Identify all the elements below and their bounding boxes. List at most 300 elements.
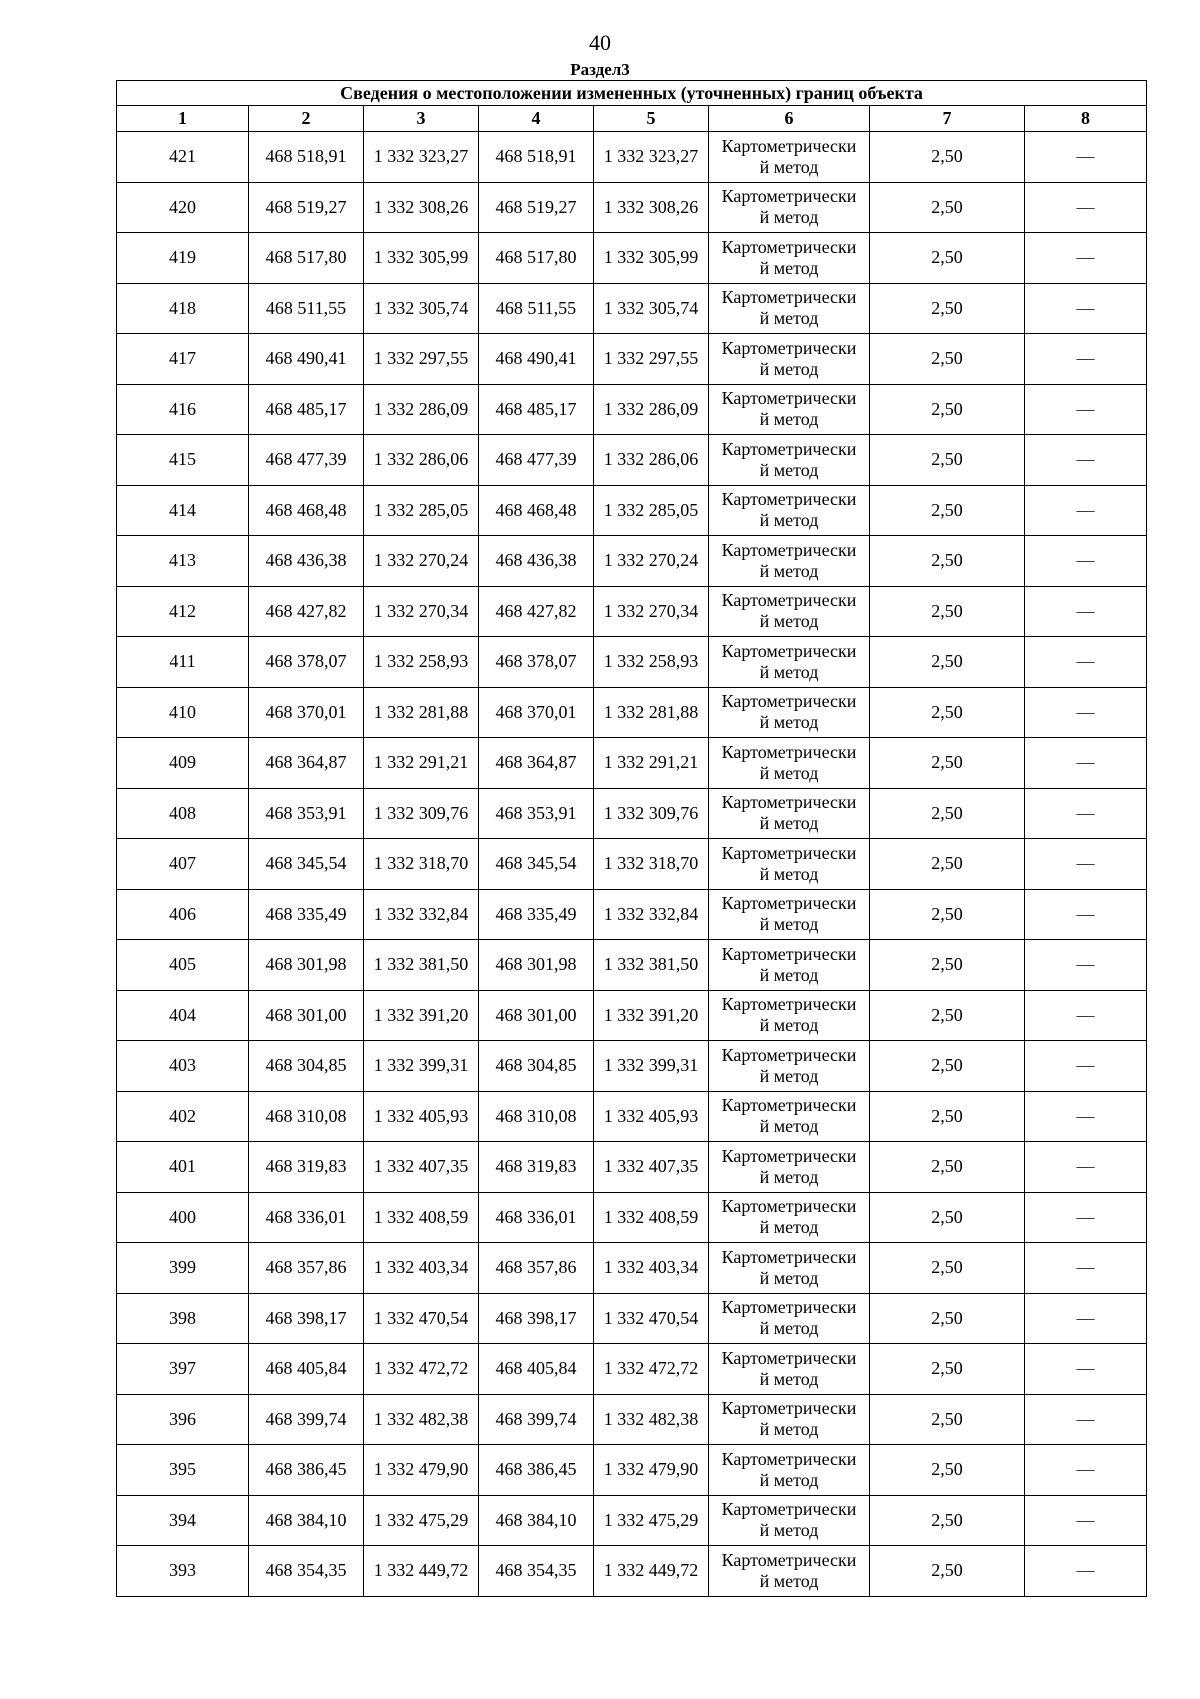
method-cell bbox=[709, 940, 870, 991]
y-new-cell: 1 332 482,38 bbox=[594, 1394, 709, 1445]
note-cell: — bbox=[1025, 637, 1147, 688]
x-old-cell: 468 490,41 bbox=[249, 334, 364, 385]
point-number-cell: 414 bbox=[117, 485, 249, 536]
point-number-cell: 421 bbox=[117, 132, 249, 183]
note-cell: — bbox=[1025, 788, 1147, 839]
x-old-cell: 468 517,80 bbox=[249, 233, 364, 284]
x-new-cell: 468 345,54 bbox=[479, 839, 594, 890]
precision-cell: 2,50 bbox=[870, 233, 1025, 284]
x-old-cell: 468 436,38 bbox=[249, 536, 364, 587]
point-number-cell: 408 bbox=[117, 788, 249, 839]
x-old-cell: 468 378,07 bbox=[249, 637, 364, 688]
y-new-cell: 1 332 472,72 bbox=[594, 1344, 709, 1395]
y-new-cell: 1 332 470,54 bbox=[594, 1293, 709, 1344]
method-line-1: Картометрически bbox=[721, 1246, 857, 1267]
method-line-2: й метод bbox=[759, 914, 819, 935]
method-line-2: й метод bbox=[759, 308, 819, 329]
x-old-cell: 468 310,08 bbox=[249, 1091, 364, 1142]
point-number-cell: 400 bbox=[117, 1192, 249, 1243]
point-number-cell: 405 bbox=[117, 940, 249, 991]
method-cell bbox=[709, 485, 870, 536]
precision-cell: 2,50 bbox=[870, 1243, 1025, 1294]
point-number-cell: 417 bbox=[117, 334, 249, 385]
note-cell: — bbox=[1025, 940, 1147, 991]
column-header: 6 bbox=[709, 106, 870, 132]
precision-cell: 2,50 bbox=[870, 1091, 1025, 1142]
precision-cell: 2,50 bbox=[870, 1142, 1025, 1193]
x-old-cell: 468 301,98 bbox=[249, 940, 364, 991]
method-line-1: Картометрически bbox=[721, 236, 857, 257]
y-old-cell: 1 332 408,59 bbox=[364, 1192, 479, 1243]
point-number-cell: 404 bbox=[117, 990, 249, 1041]
y-old-cell: 1 332 286,06 bbox=[364, 435, 479, 486]
y-new-cell: 1 332 407,35 bbox=[594, 1142, 709, 1193]
precision-cell: 2,50 bbox=[870, 384, 1025, 435]
y-old-cell: 1 332 270,24 bbox=[364, 536, 479, 587]
x-old-cell: 468 335,49 bbox=[249, 889, 364, 940]
precision-cell: 2,50 bbox=[870, 889, 1025, 940]
table-row bbox=[117, 1243, 1147, 1294]
x-new-cell: 468 336,01 bbox=[479, 1192, 594, 1243]
column-header: 5 bbox=[594, 106, 709, 132]
y-old-cell: 1 332 381,50 bbox=[364, 940, 479, 991]
method-line-1: Картометрически bbox=[721, 1499, 857, 1520]
precision-cell: 2,50 bbox=[870, 586, 1025, 637]
method-line-1: Картометрически bbox=[721, 489, 857, 510]
y-new-cell: 1 332 305,99 bbox=[594, 233, 709, 284]
precision-cell: 2,50 bbox=[870, 1293, 1025, 1344]
precision-cell: 2,50 bbox=[870, 1192, 1025, 1243]
y-new-cell: 1 332 475,29 bbox=[594, 1495, 709, 1546]
point-number-cell: 413 bbox=[117, 536, 249, 587]
section-label: Раздел3 bbox=[570, 60, 630, 79]
y-old-cell: 1 332 291,21 bbox=[364, 738, 479, 789]
table-row bbox=[117, 283, 1147, 334]
method-line-1: Картометрически bbox=[721, 1196, 857, 1217]
x-new-cell: 468 335,49 bbox=[479, 889, 594, 940]
precision-cell: 2,50 bbox=[870, 334, 1025, 385]
method-line-2: й метод bbox=[759, 762, 819, 783]
method-cell bbox=[709, 1243, 870, 1294]
table-row bbox=[117, 132, 1147, 183]
x-old-cell: 468 364,87 bbox=[249, 738, 364, 789]
column-header: 8 bbox=[1025, 106, 1147, 132]
method-line-1: Картометрически bbox=[721, 640, 857, 661]
point-number-cell: 401 bbox=[117, 1142, 249, 1193]
column-number-row bbox=[117, 106, 1147, 132]
x-new-cell: 468 436,38 bbox=[479, 536, 594, 587]
method-cell bbox=[709, 1445, 870, 1496]
method-line-1: Картометрически bbox=[721, 1145, 857, 1166]
precision-cell: 2,50 bbox=[870, 788, 1025, 839]
method-cell bbox=[709, 839, 870, 890]
x-new-cell: 468 519,27 bbox=[479, 182, 594, 233]
page-number: 40 bbox=[589, 30, 611, 55]
method-line-1: Картометрически bbox=[721, 792, 857, 813]
method-line-2: й метод bbox=[759, 207, 819, 228]
precision-cell: 2,50 bbox=[870, 1546, 1025, 1597]
x-old-cell: 468 301,00 bbox=[249, 990, 364, 1041]
method-line-1: Картометрически bbox=[721, 1297, 857, 1318]
table-row bbox=[117, 1293, 1147, 1344]
point-number-cell: 412 bbox=[117, 586, 249, 637]
precision-cell: 2,50 bbox=[870, 637, 1025, 688]
x-new-cell: 468 398,17 bbox=[479, 1293, 594, 1344]
method-cell bbox=[709, 1495, 870, 1546]
note-cell: — bbox=[1025, 536, 1147, 587]
y-old-cell: 1 332 309,76 bbox=[364, 788, 479, 839]
y-new-cell: 1 332 323,27 bbox=[594, 132, 709, 183]
method-line-2: й метод bbox=[759, 813, 819, 834]
note-cell: — bbox=[1025, 1192, 1147, 1243]
y-new-cell: 1 332 305,74 bbox=[594, 283, 709, 334]
note-cell: — bbox=[1025, 1394, 1147, 1445]
method-cell bbox=[709, 1546, 870, 1597]
method-line-1: Картометрически bbox=[721, 994, 857, 1015]
y-old-cell: 1 332 308,26 bbox=[364, 182, 479, 233]
x-new-cell: 468 405,84 bbox=[479, 1344, 594, 1395]
x-new-cell: 468 384,10 bbox=[479, 1495, 594, 1546]
x-new-cell: 468 370,01 bbox=[479, 687, 594, 738]
table-row bbox=[117, 334, 1147, 385]
x-old-cell: 468 398,17 bbox=[249, 1293, 364, 1344]
y-old-cell: 1 332 270,34 bbox=[364, 586, 479, 637]
y-old-cell: 1 332 391,20 bbox=[364, 990, 479, 1041]
x-new-cell: 468 310,08 bbox=[479, 1091, 594, 1142]
y-new-cell: 1 332 309,76 bbox=[594, 788, 709, 839]
x-old-cell: 468 427,82 bbox=[249, 586, 364, 637]
method-line-1: Картометрически bbox=[721, 1448, 857, 1469]
table-row bbox=[117, 940, 1147, 991]
table-row bbox=[117, 1445, 1147, 1496]
method-cell bbox=[709, 1041, 870, 1092]
y-new-cell: 1 332 286,06 bbox=[594, 435, 709, 486]
y-old-cell: 1 332 470,54 bbox=[364, 1293, 479, 1344]
method-line-2: й метод bbox=[759, 156, 819, 177]
x-new-cell: 468 353,91 bbox=[479, 788, 594, 839]
x-old-cell: 468 319,83 bbox=[249, 1142, 364, 1193]
column-header: 4 bbox=[479, 106, 594, 132]
method-cell bbox=[709, 1192, 870, 1243]
method-line-2: й метод bbox=[759, 964, 819, 985]
precision-cell: 2,50 bbox=[870, 283, 1025, 334]
method-line-1: Картометрически bbox=[721, 1398, 857, 1419]
point-number-cell: 411 bbox=[117, 637, 249, 688]
method-cell bbox=[709, 889, 870, 940]
precision-cell: 2,50 bbox=[870, 1495, 1025, 1546]
note-cell: — bbox=[1025, 334, 1147, 385]
y-old-cell: 1 332 258,93 bbox=[364, 637, 479, 688]
method-line-2: й метод bbox=[759, 257, 819, 278]
table-row bbox=[117, 637, 1147, 688]
point-number-cell: 418 bbox=[117, 283, 249, 334]
x-old-cell: 468 468,48 bbox=[249, 485, 364, 536]
method-cell bbox=[709, 1344, 870, 1395]
method-line-1: Картометрически bbox=[721, 1044, 857, 1065]
method-line-2: й метод bbox=[759, 1267, 819, 1288]
x-old-cell: 468 345,54 bbox=[249, 839, 364, 890]
table-row bbox=[117, 738, 1147, 789]
precision-cell: 2,50 bbox=[870, 132, 1025, 183]
table-row bbox=[117, 182, 1147, 233]
table-row bbox=[117, 1344, 1147, 1395]
x-old-cell: 468 354,35 bbox=[249, 1546, 364, 1597]
method-cell bbox=[709, 687, 870, 738]
x-old-cell: 468 336,01 bbox=[249, 1192, 364, 1243]
note-cell: — bbox=[1025, 1344, 1147, 1395]
y-new-cell: 1 332 285,05 bbox=[594, 485, 709, 536]
y-new-cell: 1 332 270,34 bbox=[594, 586, 709, 637]
method-cell bbox=[709, 586, 870, 637]
note-cell: — bbox=[1025, 1142, 1147, 1193]
x-new-cell: 468 427,82 bbox=[479, 586, 594, 637]
note-cell: — bbox=[1025, 1293, 1147, 1344]
y-old-cell: 1 332 285,05 bbox=[364, 485, 479, 536]
note-cell: — bbox=[1025, 839, 1147, 890]
point-number-cell: 395 bbox=[117, 1445, 249, 1496]
x-old-cell: 468 357,86 bbox=[249, 1243, 364, 1294]
y-old-cell: 1 332 482,38 bbox=[364, 1394, 479, 1445]
note-cell: — bbox=[1025, 687, 1147, 738]
method-line-1: Картометрически bbox=[721, 135, 857, 156]
method-line-1: Картометрически bbox=[721, 1549, 857, 1570]
table-row bbox=[117, 990, 1147, 1041]
y-new-cell: 1 332 449,72 bbox=[594, 1546, 709, 1597]
method-cell bbox=[709, 1293, 870, 1344]
method-line-2: й метод bbox=[759, 1368, 819, 1389]
y-new-cell: 1 332 391,20 bbox=[594, 990, 709, 1041]
method-cell bbox=[709, 1091, 870, 1142]
method-line-2: й метод bbox=[759, 510, 819, 531]
method-cell bbox=[709, 384, 870, 435]
column-header: 1 bbox=[117, 106, 249, 132]
note-cell: — bbox=[1025, 182, 1147, 233]
y-old-cell: 1 332 318,70 bbox=[364, 839, 479, 890]
precision-cell: 2,50 bbox=[870, 536, 1025, 587]
x-new-cell: 468 378,07 bbox=[479, 637, 594, 688]
y-old-cell: 1 332 479,90 bbox=[364, 1445, 479, 1496]
precision-cell: 2,50 bbox=[870, 687, 1025, 738]
boundary-coordinates-table bbox=[116, 80, 1147, 1597]
table-caption-row bbox=[117, 81, 1147, 106]
table-row bbox=[117, 1041, 1147, 1092]
y-new-cell: 1 332 332,84 bbox=[594, 889, 709, 940]
method-line-2: й метод bbox=[759, 661, 819, 682]
x-old-cell: 468 511,55 bbox=[249, 283, 364, 334]
y-old-cell: 1 332 405,93 bbox=[364, 1091, 479, 1142]
method-line-1: Картометрически bbox=[721, 943, 857, 964]
note-cell: — bbox=[1025, 990, 1147, 1041]
point-number-cell: 393 bbox=[117, 1546, 249, 1597]
precision-cell: 2,50 bbox=[870, 1344, 1025, 1395]
method-line-1: Картометрически bbox=[721, 741, 857, 762]
precision-cell: 2,50 bbox=[870, 182, 1025, 233]
method-line-1: Картометрически bbox=[721, 590, 857, 611]
y-old-cell: 1 332 281,88 bbox=[364, 687, 479, 738]
note-cell: — bbox=[1025, 384, 1147, 435]
method-line-2: й метод bbox=[759, 1217, 819, 1238]
y-new-cell: 1 332 270,24 bbox=[594, 536, 709, 587]
note-cell: — bbox=[1025, 1445, 1147, 1496]
x-old-cell: 468 518,91 bbox=[249, 132, 364, 183]
method-line-1: Картометрически bbox=[721, 1347, 857, 1368]
point-number-cell: 403 bbox=[117, 1041, 249, 1092]
note-cell: — bbox=[1025, 889, 1147, 940]
point-number-cell: 396 bbox=[117, 1394, 249, 1445]
column-header: 2 bbox=[249, 106, 364, 132]
y-new-cell: 1 332 403,34 bbox=[594, 1243, 709, 1294]
x-old-cell: 468 370,01 bbox=[249, 687, 364, 738]
method-cell bbox=[709, 1142, 870, 1193]
x-old-cell: 468 485,17 bbox=[249, 384, 364, 435]
method-line-2: й метод bbox=[759, 712, 819, 733]
method-line-2: й метод bbox=[759, 1520, 819, 1541]
method-line-1: Картометрически bbox=[721, 337, 857, 358]
y-old-cell: 1 332 323,27 bbox=[364, 132, 479, 183]
method-line-2: й метод bbox=[759, 1065, 819, 1086]
method-line-2: й метод bbox=[759, 1166, 819, 1187]
table-row bbox=[117, 485, 1147, 536]
y-new-cell: 1 332 408,59 bbox=[594, 1192, 709, 1243]
x-new-cell: 468 485,17 bbox=[479, 384, 594, 435]
method-cell bbox=[709, 182, 870, 233]
y-new-cell: 1 332 297,55 bbox=[594, 334, 709, 385]
y-old-cell: 1 332 305,74 bbox=[364, 283, 479, 334]
table-caption: Сведения о местоположении измененных (уточненных) границ объекта bbox=[117, 81, 1147, 106]
point-number-cell: 398 bbox=[117, 1293, 249, 1344]
method-cell bbox=[709, 233, 870, 284]
note-cell: — bbox=[1025, 435, 1147, 486]
method-line-2: й метод bbox=[759, 1116, 819, 1137]
x-new-cell: 468 301,00 bbox=[479, 990, 594, 1041]
point-number-cell: 419 bbox=[117, 233, 249, 284]
note-cell: — bbox=[1025, 738, 1147, 789]
method-line-2: й метод bbox=[759, 1015, 819, 1036]
point-number-cell: 410 bbox=[117, 687, 249, 738]
point-number-cell: 399 bbox=[117, 1243, 249, 1294]
method-line-1: Картометрически bbox=[721, 893, 857, 914]
column-header: 7 bbox=[870, 106, 1025, 132]
note-cell: — bbox=[1025, 132, 1147, 183]
x-old-cell: 468 304,85 bbox=[249, 1041, 364, 1092]
precision-cell: 2,50 bbox=[870, 940, 1025, 991]
x-new-cell: 468 357,86 bbox=[479, 1243, 594, 1294]
precision-cell: 2,50 bbox=[870, 1445, 1025, 1496]
point-number-cell: 409 bbox=[117, 738, 249, 789]
method-cell bbox=[709, 283, 870, 334]
x-new-cell: 468 511,55 bbox=[479, 283, 594, 334]
table-row bbox=[117, 1394, 1147, 1445]
method-line-1: Картометрически bbox=[721, 388, 857, 409]
note-cell: — bbox=[1025, 1091, 1147, 1142]
y-new-cell: 1 332 318,70 bbox=[594, 839, 709, 890]
x-new-cell: 468 304,85 bbox=[479, 1041, 594, 1092]
x-new-cell: 468 399,74 bbox=[479, 1394, 594, 1445]
x-new-cell: 468 477,39 bbox=[479, 435, 594, 486]
method-line-2: й метод bbox=[759, 1419, 819, 1440]
method-line-2: й метод bbox=[759, 409, 819, 430]
method-cell bbox=[709, 637, 870, 688]
x-new-cell: 468 386,45 bbox=[479, 1445, 594, 1496]
table-row bbox=[117, 1192, 1147, 1243]
method-line-2: й метод bbox=[759, 611, 819, 632]
y-old-cell: 1 332 403,34 bbox=[364, 1243, 479, 1294]
table-row bbox=[117, 788, 1147, 839]
y-old-cell: 1 332 472,72 bbox=[364, 1344, 479, 1395]
x-new-cell: 468 490,41 bbox=[479, 334, 594, 385]
x-new-cell: 468 517,80 bbox=[479, 233, 594, 284]
y-old-cell: 1 332 449,72 bbox=[364, 1546, 479, 1597]
method-line-1: Картометрически bbox=[721, 1095, 857, 1116]
note-cell: — bbox=[1025, 1243, 1147, 1294]
method-line-2: й метод bbox=[759, 560, 819, 581]
method-cell bbox=[709, 536, 870, 587]
y-old-cell: 1 332 332,84 bbox=[364, 889, 479, 940]
table-row bbox=[117, 435, 1147, 486]
x-new-cell: 468 364,87 bbox=[479, 738, 594, 789]
y-new-cell: 1 332 291,21 bbox=[594, 738, 709, 789]
y-new-cell: 1 332 399,31 bbox=[594, 1041, 709, 1092]
precision-cell: 2,50 bbox=[870, 1394, 1025, 1445]
y-new-cell: 1 332 308,26 bbox=[594, 182, 709, 233]
precision-cell: 2,50 bbox=[870, 1041, 1025, 1092]
method-line-1: Картометрически bbox=[721, 539, 857, 560]
x-old-cell: 468 399,74 bbox=[249, 1394, 364, 1445]
point-number-cell: 406 bbox=[117, 889, 249, 940]
method-cell bbox=[709, 1394, 870, 1445]
note-cell: — bbox=[1025, 1546, 1147, 1597]
note-cell: — bbox=[1025, 586, 1147, 637]
x-new-cell: 468 468,48 bbox=[479, 485, 594, 536]
note-cell: — bbox=[1025, 1495, 1147, 1546]
table-row bbox=[117, 233, 1147, 284]
method-cell bbox=[709, 738, 870, 789]
table-row bbox=[117, 1546, 1147, 1597]
y-new-cell: 1 332 381,50 bbox=[594, 940, 709, 991]
table-row bbox=[117, 1495, 1147, 1546]
table-row bbox=[117, 536, 1147, 587]
x-old-cell: 468 353,91 bbox=[249, 788, 364, 839]
point-number-cell: 402 bbox=[117, 1091, 249, 1142]
x-new-cell: 468 319,83 bbox=[479, 1142, 594, 1193]
table-row bbox=[117, 889, 1147, 940]
method-line-1: Картометрически bbox=[721, 691, 857, 712]
table-row bbox=[117, 384, 1147, 435]
method-cell bbox=[709, 788, 870, 839]
note-cell: — bbox=[1025, 485, 1147, 536]
y-new-cell: 1 332 286,09 bbox=[594, 384, 709, 435]
y-new-cell: 1 332 405,93 bbox=[594, 1091, 709, 1142]
y-new-cell: 1 332 258,93 bbox=[594, 637, 709, 688]
precision-cell: 2,50 bbox=[870, 435, 1025, 486]
point-number-cell: 397 bbox=[117, 1344, 249, 1395]
x-new-cell: 468 354,35 bbox=[479, 1546, 594, 1597]
precision-cell: 2,50 bbox=[870, 485, 1025, 536]
method-line-2: й метод bbox=[759, 358, 819, 379]
column-header: 3 bbox=[364, 106, 479, 132]
method-line-1: Картометрически bbox=[721, 186, 857, 207]
x-old-cell: 468 519,27 bbox=[249, 182, 364, 233]
x-old-cell: 468 405,84 bbox=[249, 1344, 364, 1395]
point-number-cell: 415 bbox=[117, 435, 249, 486]
method-cell bbox=[709, 435, 870, 486]
x-new-cell: 468 301,98 bbox=[479, 940, 594, 991]
table-row bbox=[117, 1142, 1147, 1193]
point-number-cell: 420 bbox=[117, 182, 249, 233]
y-new-cell: 1 332 281,88 bbox=[594, 687, 709, 738]
table-row bbox=[117, 687, 1147, 738]
note-cell: — bbox=[1025, 1041, 1147, 1092]
